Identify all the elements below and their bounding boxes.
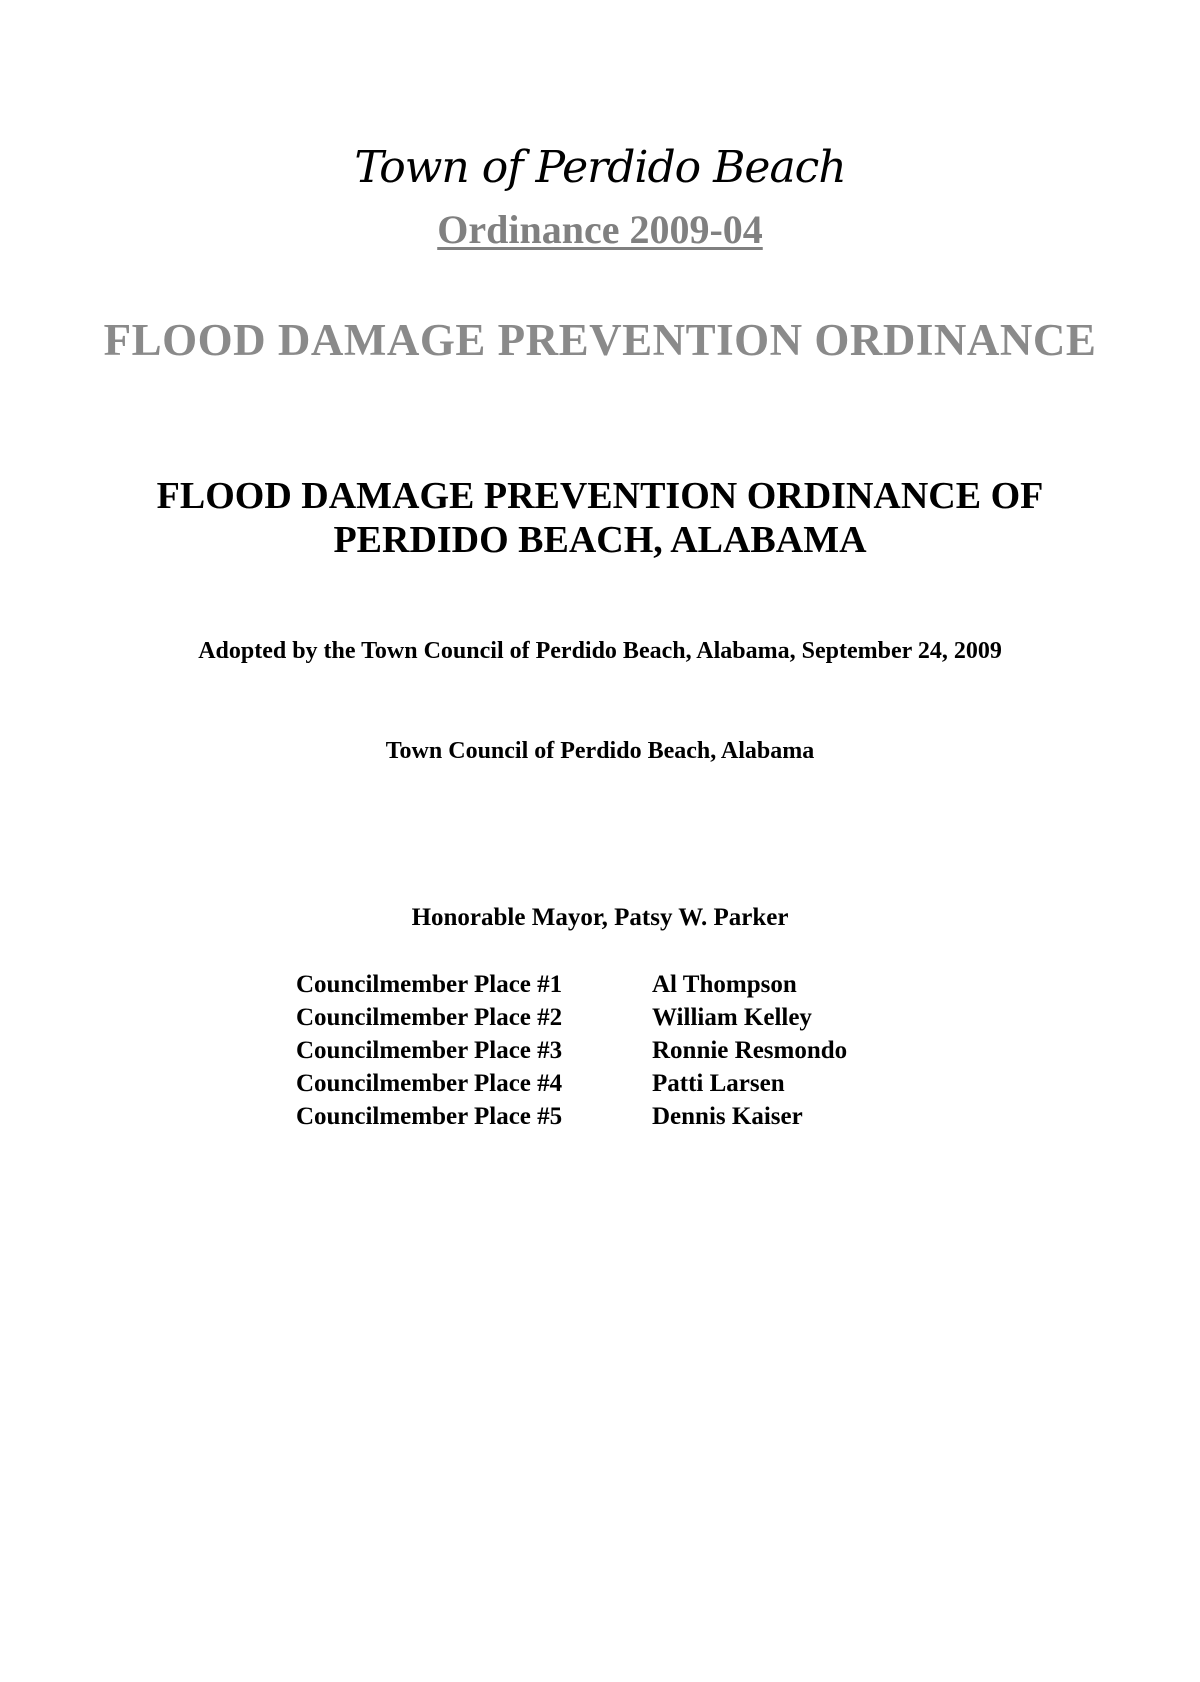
gray-heading: FLOOD DAMAGE PREVENTION ORDINANCE (103, 315, 1097, 365)
council-member-row (296, 1001, 936, 1034)
member-place: Councilmember Place #4 (296, 1070, 563, 1097)
member-name: Dennis Kaiser (652, 1103, 803, 1130)
ordinance-number: Ordinance 2009-04 (437, 207, 763, 252)
member-name: Patti Larsen (652, 1070, 785, 1097)
council-member-row (296, 1100, 936, 1133)
member-place: Councilmember Place #3 (296, 1037, 563, 1064)
council-member-row (296, 1034, 936, 1067)
member-place: Councilmember Place #5 (296, 1103, 563, 1130)
member-name: Ronnie Resmondo (652, 1037, 848, 1064)
main-heading (0, 474, 1200, 562)
member-name: William Kelley (652, 1004, 812, 1031)
town-title: Town of Perdido Beach (354, 142, 846, 193)
member-place: Councilmember Place #2 (296, 1004, 563, 1031)
council-members-list (296, 968, 936, 1133)
council-title: Town Council of Perdido Beach, Alabama (385, 738, 815, 764)
mayor-text: Honorable Mayor, Patsy W. Parker (411, 904, 789, 931)
council-member-row (296, 968, 936, 1001)
member-place: Councilmember Place #1 (296, 971, 563, 998)
council-member-row (296, 1067, 936, 1100)
main-heading-line1: FLOOD DAMAGE PREVENTION ORDINANCE OF (156, 475, 1044, 517)
adopted-text: Adopted by the Town Council of Perdido Beach, Alabama, September 24, 2009 (198, 638, 1002, 664)
member-name: Al Thompson (652, 971, 797, 998)
main-heading-line2: PERDIDO BEACH, ALABAMA (333, 519, 867, 561)
